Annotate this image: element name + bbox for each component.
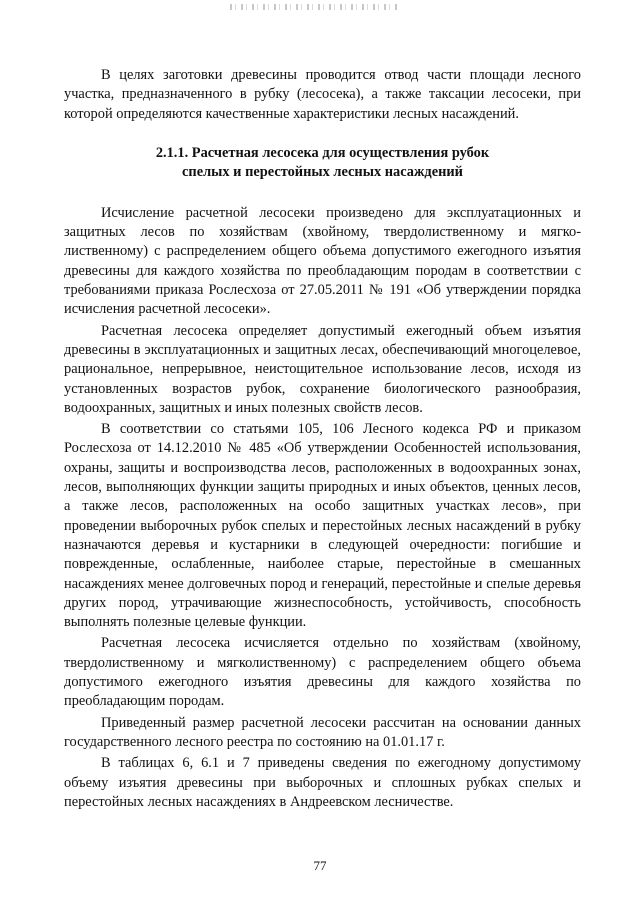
paragraph-by-economy: Расчетная лесосека исчисляется отдельно по хозяйствам (хвойному, твердолиственному и мягколиственному) с распределением общего объема допустимого ежегодного изъятия древесины для каждого хозяйства по преобладающим породам. xyxy=(64,635,581,710)
scan-artifact xyxy=(230,4,400,10)
paragraph-calculation: Исчисление расчетной лесосеки произведено для эксплуатационных и защитных лесов по хозяйствам (хвойному, твердолиственному и мягко-лиственному) с распределением общего объема допустимого ежегодного изъятия древесины для каждого хозяйства по преобладающим породам в соответствии с требованиями приказа Рослесхоза от 27.05.2011 № 191 «Об утверждении порядка исчисления расчетной лесосеки». xyxy=(64,204,581,318)
paragraph-regulations: В соответствии со статьями 105, 106 Лесного кодекса РФ и приказом Рослесхоза от 14.12.2010 № 485 «Об утверждении Особенностей использования, охраны, защиты и воспроизводства лесов, расположенных в водоохранных зонах, лесов, выполняющих функции защиты природных и иных объектов, ценных лесов, а также лесов, расположенных на особо защитных участках лесов», при проведении выборочных рубок спелых и перестойных лесных насаждений в рубку назначаются деревья и кустарники в следующей очередности: погибшие и поврежденные, ослабленные, наиболее старые, перестойные в смешанных насаждениях менее долговечных пород и генераций, перестойные и спелые деревья других пород, утрачивающие жизнеспособность, устойчивость, способность выполнять полезные целевые функции. xyxy=(64,421,581,631)
document-body xyxy=(64,66,581,814)
paragraph-tables-reference: В таблицах 6, 6.1 и 7 приведены сведения по ежегодному допустимому объему изъятия древесины при выборочных и сплошных рубках спелых и перестойных лесных насаждениях в Андреевском лесничестве. xyxy=(64,755,581,810)
paragraph-intro: В целях заготовки древесины проводится отвод части площади лесного участка, предназначенного в рубку (лесосека), а также таксации лесосеки, при которой определяются качественные характеристики лесных насаждений. xyxy=(64,67,581,122)
section-heading-line-2: спелых и перестойных лесных насаждений xyxy=(182,163,463,180)
section-heading-line-1: 2.1.1. Расчетная лесосека для осуществления рубок xyxy=(155,144,490,161)
page-number: 77 xyxy=(313,858,327,873)
paragraph-registry-date: Приведенный размер расчетной лесосеки рассчитан на основании данных государственного лесного реестра по состоянию на 01.01.17 г. xyxy=(64,714,581,750)
paragraph-definition: Расчетная лесосека определяет допустимый ежегодный объем изъятия древесины в эксплуатационных и защитных лесах, обеспечивающий многоцелевое, рациональное, непрерывное, неистощительное использование лесов, исходя из установленных возрастов рубок, сохранение биологического разнообразия, водоохранных, защитных и иных полезных свойств лесов. xyxy=(64,322,581,416)
section-heading xyxy=(64,144,581,182)
